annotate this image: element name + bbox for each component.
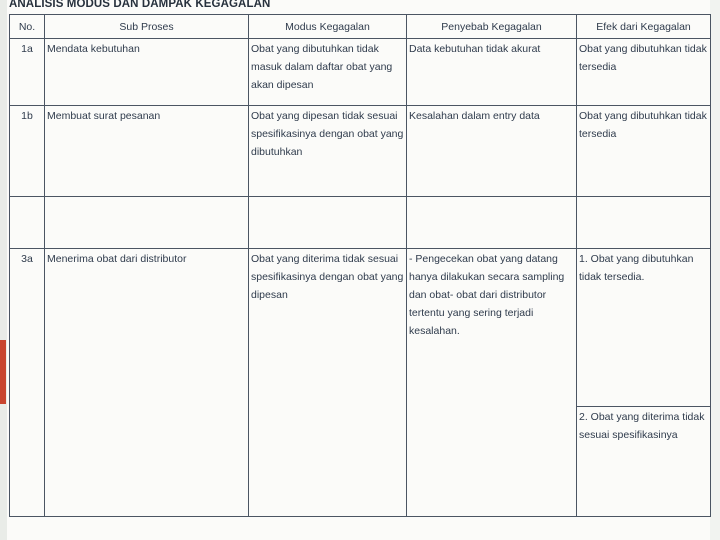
- row-number: 1b: [10, 106, 45, 197]
- sub-proses-cell: Mendata kebutuhan: [45, 39, 249, 106]
- empty-cell: [10, 197, 45, 249]
- modus-cell: Obat yang dibutuhkan tidak masuk dalam daftar obat yang akan dipesan: [249, 39, 407, 106]
- fmea-table: [9, 14, 711, 517]
- penyebab-cell: Data kebutuhan tidak akurat: [407, 39, 577, 106]
- efek-cell: Obat yang dibutuhkan tidak tersedia: [577, 39, 711, 106]
- empty-cell: [407, 197, 577, 249]
- sub-proses-cell: Menerima obat dari distributor: [45, 249, 249, 517]
- modus-cell: Obat yang diterima tidak sesuai spesifikasinya dengan obat yang dipesan: [249, 249, 407, 517]
- penyebab-cell: - Pengecekan obat yang datang hanya dilakukan secara sampling dan obat- obat dari distributor tertentu yang sering terjadi kesalahan.: [407, 249, 577, 517]
- table-row: [10, 249, 711, 407]
- empty-cell: [45, 197, 249, 249]
- row-number: 3a: [10, 249, 45, 517]
- header-modus-kegagalan: Modus Kegagalan: [249, 15, 407, 39]
- slide-accent-bar: [0, 340, 6, 404]
- table-row: [10, 39, 711, 106]
- row-number: 1a: [10, 39, 45, 106]
- empty-cell: [249, 197, 407, 249]
- right-page-edge: [710, 0, 720, 540]
- empty-table-row: [10, 197, 711, 249]
- header-sub-proses: Sub Proses: [45, 15, 249, 39]
- efek-cell: Obat yang dibutuhkan tidak tersedia: [577, 106, 711, 197]
- modus-cell: Obat yang dipesan tidak sesuai spesifikasinya dengan obat yang dibutuhkan: [249, 106, 407, 197]
- sub-proses-cell: Membuat surat pesanan: [45, 106, 249, 197]
- header-efek-kegagalan: Efek dari Kegagalan: [577, 15, 711, 39]
- document-title: ANALISIS MODUS DAN DAMPAK KEGAGALAN: [9, 0, 271, 10]
- penyebab-cell: Kesalahan dalam entry data: [407, 106, 577, 197]
- table-row: [10, 106, 711, 197]
- empty-cell: [577, 197, 711, 249]
- header-no: No.: [10, 15, 45, 39]
- left-page-margin: [0, 0, 7, 540]
- table-header-row: [10, 15, 711, 39]
- header-penyebab-kegagalan: Penyebab Kegagalan: [407, 15, 577, 39]
- efek-cell-first: 1. Obat yang dibutuhkan tidak tersedia.: [577, 249, 711, 407]
- efek-cell-second: 2. Obat yang diterima tidak sesuai spesifikasinya: [577, 407, 711, 517]
